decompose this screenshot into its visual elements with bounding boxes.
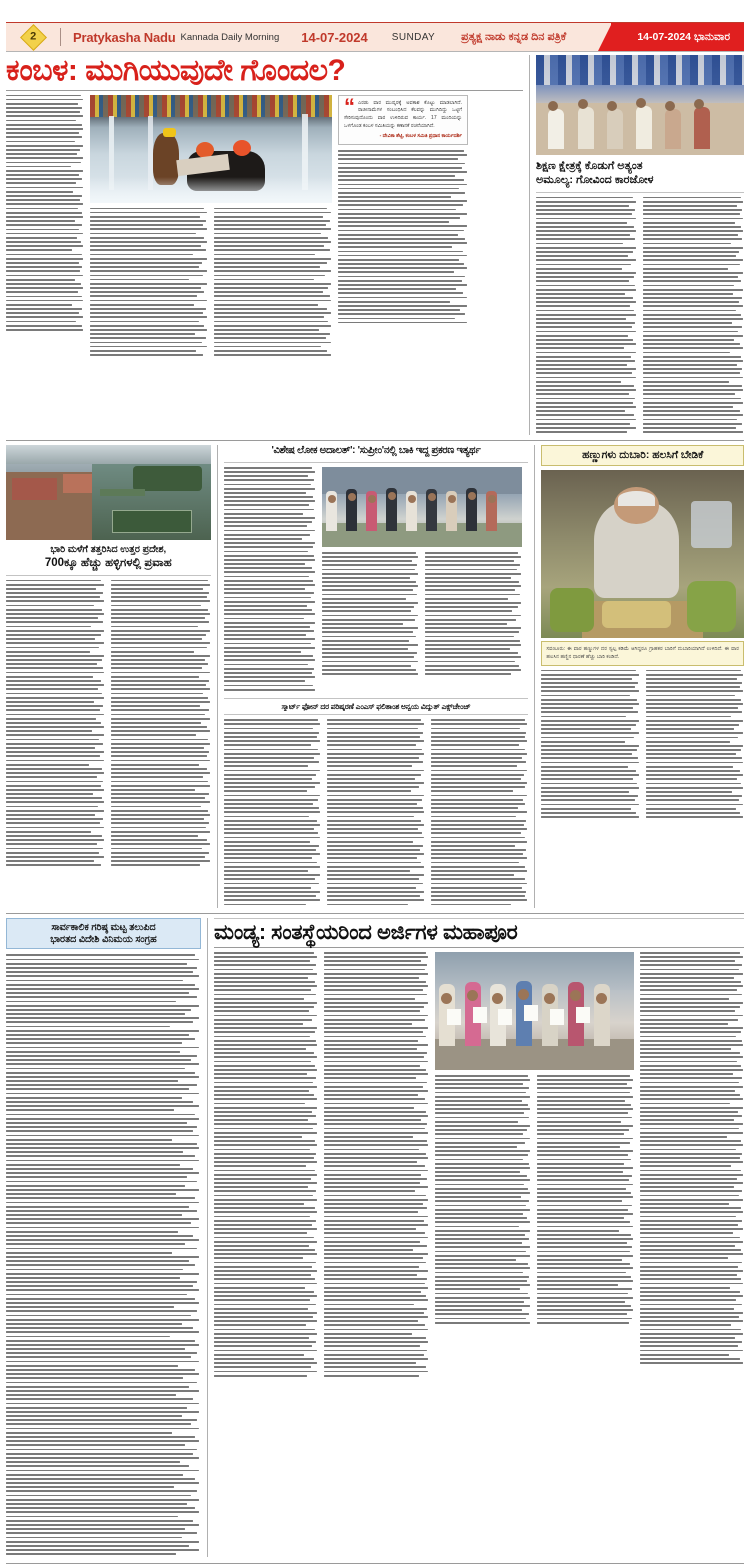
flood-story bbox=[6, 445, 211, 907]
women-with-applications-photo bbox=[435, 952, 634, 1070]
mandya-story bbox=[207, 918, 744, 1558]
supreme-court-group-photo bbox=[322, 467, 522, 547]
pull-quote-box bbox=[338, 95, 468, 146]
divider bbox=[224, 698, 529, 699]
masthead-divider bbox=[60, 28, 61, 46]
forex-headline-line-1: ಸಾರ್ವಕಾಲಿಕ ಗರಿಷ್ಠ ಮಟ್ಟ ತಲುಪಿದ bbox=[51, 921, 156, 933]
mandya-photo-body bbox=[435, 1075, 634, 1326]
flood-headline bbox=[6, 544, 211, 570]
newspaper-page bbox=[0, 22, 750, 1170]
masthead-date: 14-07-2024 bbox=[301, 29, 368, 45]
lead-body-col-3 bbox=[338, 150, 468, 323]
divider bbox=[224, 462, 529, 463]
smartphone-subhead: ಸ್ಮಾರ್ಟ್ ಫೋನ್ ದರ ಪರಿಷ್ಕರಣೆ ಎಂಎಸ್ ಫಲಿತಾಂಶ ಅನ್ವಯ ವಿದ್ಯುತ್ ಎಕ್ಸ್‌ಚೇಂಜ್ bbox=[281, 701, 471, 711]
uttar-pradesh-flood-photo bbox=[6, 445, 211, 540]
lead-body-col-2 bbox=[90, 208, 332, 359]
flood-headline-line-2: 700ಕ್ಕೂ ಹೆಚ್ಚು ಹಳ್ಳಿಗಳಲ್ಲಿ ಪ್ರವಾಹ bbox=[44, 557, 172, 570]
lead-headline: ಕಂಬಳ: ಮುಗಿಯುವುದೇ ಗೊಂದಲ? bbox=[6, 54, 346, 87]
jackfruit-vendor-photo bbox=[541, 470, 744, 638]
section-divider-1 bbox=[6, 440, 744, 441]
lok-adalat-lower-body bbox=[224, 719, 529, 907]
divider bbox=[214, 918, 744, 919]
mandya-body-col-4 bbox=[640, 952, 744, 1379]
pull-quote-text: ಎರಡು ವಾರ ಮುಷ್ಕರಕ್ಕೆ ಅವಕಾಶ ಕೊಟ್ಟು ಮಾಡಲಾಗಿದೆ. ರಾಜೀನಾಮೆಗಳ ಸಂಬಂಧಿಸಿದ ಕೆಲವನ್ನು ಮುಗಿದಿದ್ದು ಒಟ್ಟಿಗೆ ಸೇರಿಸುವುದೊಂದು ವಾರ ಉಳಿದಿರುವ ಕಾರ್ಯ. 17 ಮಂದಿಯನ್ನು ಒಳಗೊಂಡ ಕಂಬಳ ಸಮಿತಿಯನ್ನು ಕಣಾನಕೆ ರಚನೆಯಾಗಿದೆ. bbox=[344, 99, 462, 129]
page-number-text: 2 bbox=[29, 30, 37, 43]
divider bbox=[214, 947, 744, 948]
lead-photo-column bbox=[90, 95, 332, 359]
middle-section bbox=[6, 445, 744, 907]
quote-mark-icon: “ bbox=[344, 93, 355, 119]
mandya-headline: ಮಂಡ್ಯ: ಸಂತಸ್ಥೆಯರಿಂದ ಅರ್ಜಿಗಳ ಮಹಾಪೂರ bbox=[214, 920, 518, 944]
masthead bbox=[6, 22, 744, 52]
mandya-body-col-2 bbox=[324, 952, 428, 1379]
jackfruit-body bbox=[541, 670, 744, 821]
page-number-badge bbox=[6, 28, 60, 47]
education-headline-line-2: ಅಮೂಲ್ಯ: ಗೋವಿಂದ ಕಾರಜೋಳ bbox=[536, 174, 654, 187]
lok-adalat-story bbox=[217, 445, 536, 907]
education-body bbox=[536, 197, 744, 436]
page-number-diamond bbox=[20, 24, 47, 51]
newspaper-subtitle: Kannada Daily Morning bbox=[180, 31, 280, 43]
jackfruit-caption: ಸವಣೂರು: ಈ ವಾರ ಹಣ್ಣುಗಳ ದರ ಸ್ವಲ್ಪ ಕಡಿಮೆ ಆಗಿದ್ದರೂ ಗ್ರಾಹಕರ ಬಾರಿಗೆ ದುಬಾರಿಯಾಗಿದೆ ಉಳಿದಿದೆ. ಈ ವಾರ ಹಲಸಿನ ಹಣ್ಣಿನ ಧಾರಣೆ ಹೆಚ್ಚು ಬಾರಿ ಕಂಡಿದೆ. bbox=[546, 646, 739, 661]
lead-body-col-1 bbox=[6, 95, 84, 359]
masthead-date-flag: 14-07-2024 ಭಾನುವಾರ bbox=[611, 23, 744, 51]
forex-body bbox=[6, 954, 201, 1555]
mandya-body-col-1 bbox=[214, 952, 318, 1379]
jackfruit-headline: ಹಣ್ಣುಗಳು ದುಬಾರಿ: ಹಲಸಿಗೆ ಬೇಡಿಕೆ bbox=[582, 449, 704, 462]
forex-headline-box bbox=[6, 918, 201, 950]
lead-quote-column bbox=[338, 95, 468, 359]
mandya-photo-column bbox=[435, 952, 634, 1379]
masthead-day: SUNDAY bbox=[391, 31, 436, 43]
education-headline-line-1: ಶಿಕ್ಷಣ ಕ್ಷೇತ್ರಕ್ಕೆ ಕೊಡುಗೆ ಅತ್ಯಂತ bbox=[536, 160, 643, 172]
education-headline bbox=[536, 159, 744, 188]
newspaper-title: Pratykasha Nadu bbox=[73, 29, 176, 45]
lok-adalat-headline: 'ವಿಶೇಷ ಲೋಕ ಅದಾಲತ್': 'ಸುಪ್ರೀಂ'ನಲ್ಲಿ ಬಾಕಿ ಇದ್ದ ಪ್ರಕರಣ ಇತ್ಯರ್ಥ bbox=[271, 445, 481, 457]
divider bbox=[224, 714, 529, 715]
forex-story bbox=[6, 918, 201, 1558]
divider bbox=[6, 575, 211, 576]
lead-story bbox=[6, 55, 523, 435]
lok-adalat-body-col-1 bbox=[224, 467, 316, 693]
section-divider-2 bbox=[6, 913, 744, 914]
education-story bbox=[529, 55, 744, 435]
pull-quote-attribution: - ದೇವಿಕಾ ಶೆಟ್ಟಿ, ಕಂಬಳ ಸಮಿತಿ ಪ್ರಧಾನ ಕಾರ್ಯದರ್ಶಿ bbox=[379, 132, 462, 139]
masthead-kannada-title: ಪ್ರತ್ಯಕ್ಷ ನಾಡು ಕನ್ನಡ ದಿನ ಪತ್ರಿಕೆ bbox=[461, 30, 567, 43]
flood-headline-line-1: ಭಾರಿ ಮಳೆಗೆ ತತ್ತರಿಸಿದ ಉತ್ತರ ಪ್ರದೇಶ, bbox=[50, 544, 167, 556]
kambala-buffalo-race-photo bbox=[90, 95, 332, 203]
lok-adalat-body-cols bbox=[322, 552, 522, 678]
divider bbox=[6, 90, 523, 91]
jackfruit-headline-box bbox=[541, 445, 744, 466]
bottom-section bbox=[6, 918, 744, 1558]
jackfruit-story bbox=[541, 445, 744, 907]
divider bbox=[536, 192, 744, 193]
lok-adalat-photo-wrap bbox=[322, 467, 522, 693]
top-section bbox=[6, 55, 744, 435]
flood-body bbox=[6, 580, 211, 869]
forex-headline-line-2: ಭಾರತದ ವಿದೇಶಿ ವಿನಿಮಯ ಸಂಗ್ರಹ bbox=[50, 933, 157, 945]
education-event-photo bbox=[536, 55, 744, 155]
jackfruit-caption-box bbox=[541, 641, 744, 665]
